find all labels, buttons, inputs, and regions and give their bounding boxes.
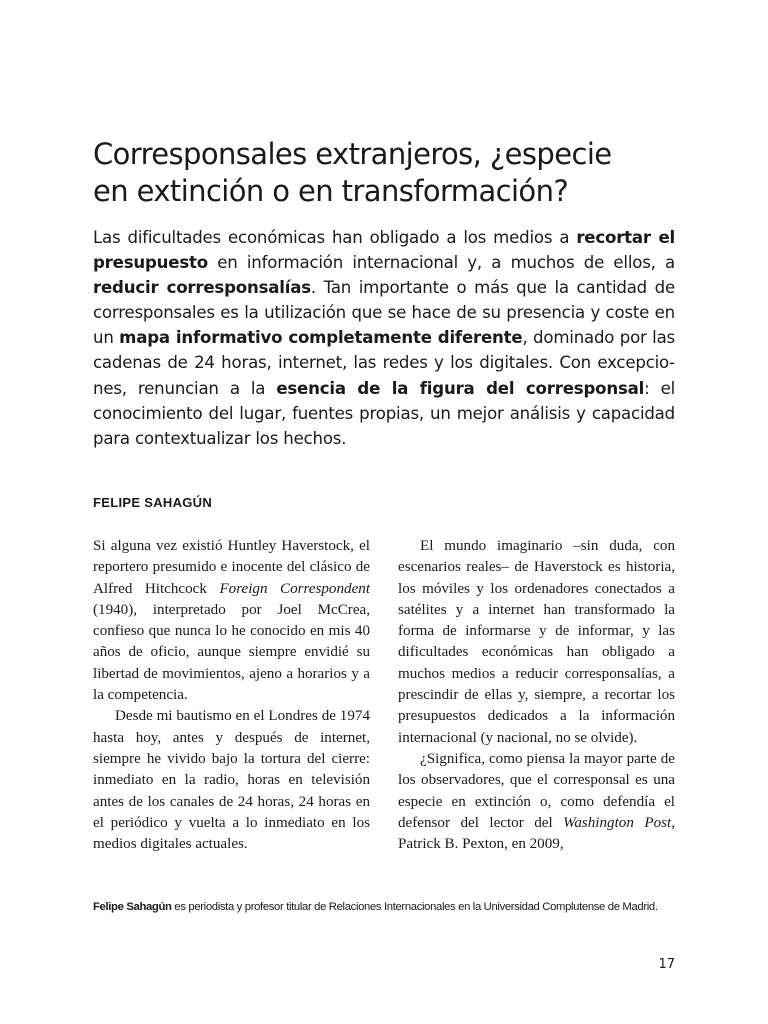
lead-text-1: Las dificultades económicas han obligado a los medios a xyxy=(93,228,577,247)
author-byline: FELIPE SAHAGÚN xyxy=(93,495,213,510)
body-column-right xyxy=(398,536,675,855)
body-text: (1940), interpretado por Joel McCrea, confieso que nunca lo he conocido en mis 40 años de oficio, aunque siempre envidié su libertad de movimientos, ajeno a horarios y a la competencia. xyxy=(93,601,370,704)
lead-emphasis-1: recortar el presupuesto xyxy=(93,228,675,273)
lead-emphasis-3: mapa informativo completamente diferente xyxy=(119,328,523,348)
lead-text-2: en información internacional y, a muchos de ellos, a xyxy=(207,253,675,273)
article-title-line-2: en extinción o en transformación? xyxy=(93,174,569,208)
lead-emphasis-2: reducir corresponsalías xyxy=(93,278,311,298)
body-paragraph: El mundo imaginario –sin duda, con escenarios reales– de Haverstock es historia, los móviles y los ordenadores conectados a satélites y a internet han transformado la forma de informarse y de informar, y las dificultades económicas han obligado a muchos medios a reducir corresponsalías, a prescindir de ellas y, siempre, a recortar los presupuestos dedicados a la información internacional (y nacional, no se olvide). xyxy=(398,538,675,746)
author-footnote xyxy=(93,901,693,913)
body-text: , Patrick B. Pexton, en 2009, xyxy=(398,814,675,853)
body-column-left xyxy=(93,536,370,855)
film-title: Foreign Correspondent xyxy=(219,580,371,597)
body-paragraph: Desde mi bautismo en el Londres de 1974 hasta hoy, antes y después de internet, siempre he vivido bajo la tortura del cierre: inmediato en la radio, horas en televisión antes de los canales de 24 horas, 24 horas en el periódico y vuelta a lo inmediato en los medios digitales actuales. xyxy=(93,708,370,853)
lead-text-4: , dominado por las cadenas de 24 horas, internet, las redes y los digitales. Con excepciones, renuncian a la xyxy=(93,328,675,398)
body-text: Si alguna vez existió Huntley Haverstock, el reportero presumido e inocente del clásico de Alfred Hitchcock xyxy=(93,538,370,597)
article-lead xyxy=(93,225,675,451)
body-text: ¿Significa, como piensa la mayor parte de los observadores, que el corresponsal es una especie en extinción o, como defendía el defensor del lector del xyxy=(398,750,675,831)
article-title xyxy=(93,136,693,210)
footnote-author-name: Felipe Sahagún xyxy=(93,901,172,913)
lead-text-3: . Tan importante o más que la cantidad de corresponsales es la utilización que se hace de su presencia y coste en un xyxy=(93,278,675,348)
body-paragraph xyxy=(93,536,370,706)
page-number: 17 xyxy=(658,957,675,972)
article-title-line-1: Corresponsales extranjeros, ¿especie xyxy=(93,137,612,171)
footnote-text: es periodista y profesor titular de Relaciones Internacionales en la Universidad Complutense de Madrid. xyxy=(171,901,658,913)
body-paragraph xyxy=(398,749,675,855)
lead-text-5: : el conocimiento del lugar, fuentes propias, un mejor análisis y capacidad para contextualizar los hechos. xyxy=(93,378,675,448)
lead-emphasis-4: esencia de la figura del corresponsal xyxy=(276,378,645,398)
newspaper-title: Washington Post xyxy=(563,814,672,831)
